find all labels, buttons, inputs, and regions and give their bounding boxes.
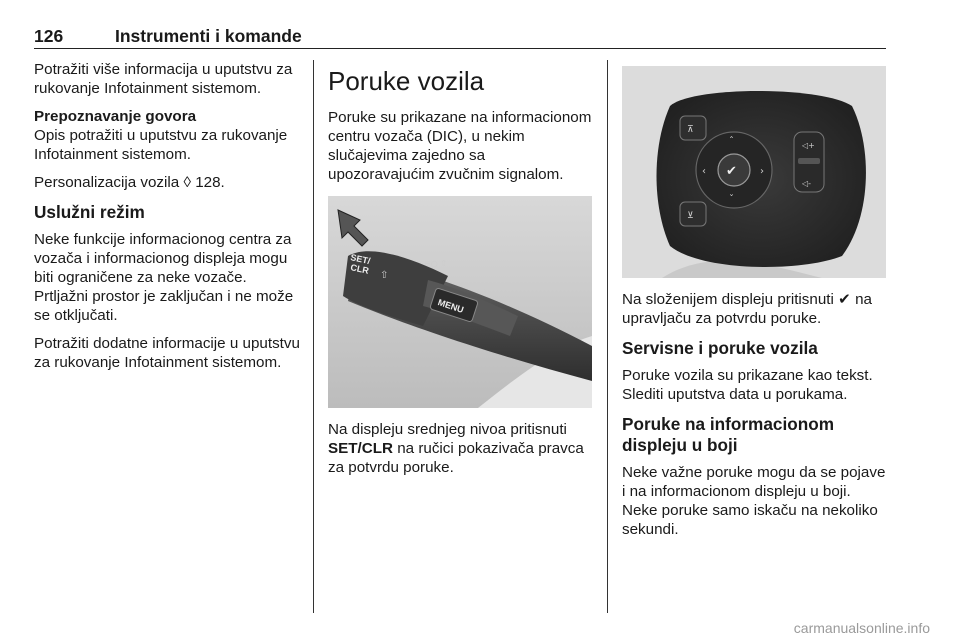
set-label: SET/ xyxy=(349,252,372,267)
column-left xyxy=(34,60,302,381)
page-reference[interactable]: 128. xyxy=(195,174,225,191)
personalization-text: Personalizacija vozila xyxy=(34,174,180,191)
figure-caption xyxy=(328,420,592,477)
figure-caption xyxy=(622,290,890,328)
page-number: 126 xyxy=(34,26,64,46)
voice-recognition-block xyxy=(34,107,302,164)
column-divider xyxy=(607,60,608,613)
chapter-title: Instrumenti i komande xyxy=(115,26,302,46)
checkmark-icon: ✔ xyxy=(838,291,851,308)
personalization-paragraph xyxy=(34,173,302,192)
paragraph: Neke funkcije informacionog centra za vozača i informacionog displeja mogu biti ograničene za neke vozače. Prtljažni prostor je zaključan i ne može se otključati. xyxy=(34,231,294,324)
svg-text:›: › xyxy=(760,166,764,177)
paragraph: Potražiti dodatne informacije u uputstvu za rukovanje Infotainment sistemom. xyxy=(34,335,300,371)
page-header xyxy=(34,24,886,49)
column-middle xyxy=(328,60,592,486)
caption-text: Na displeju srednjeg nivoa pritisnuti xyxy=(328,421,567,438)
paragraph: Potražiti više informacija u uputstvu za rukovanje Infotainment sistemom. xyxy=(34,61,293,97)
section-heading-vehicle-messages: Poruke vozila xyxy=(328,66,485,96)
svg-text:⊼: ⊼ xyxy=(687,125,694,135)
section-heading-service-messages: Servisne i poruke vozila xyxy=(622,338,818,358)
column-right xyxy=(622,60,890,548)
svg-text:‹: ‹ xyxy=(702,166,706,177)
column-divider xyxy=(313,60,314,613)
caption-text: na upravljaču za potvrdu poruke. xyxy=(622,291,872,327)
svg-text:≡○ ⇧: ≡○ ⇧ xyxy=(424,259,447,268)
turn-signal-stalk-illustration xyxy=(328,196,592,408)
reference-arrow-icon: ◊ xyxy=(183,174,191,191)
paragraph: Poruke vozila su prikazane kao tekst. Slediti uputstva data u porukama. xyxy=(622,367,873,403)
paragraph: Neke važne poruke mogu da se pojave i na informacionom displeju u boji. Neke poruke samo iskaču na nekoliko sekundi. xyxy=(622,464,886,538)
svg-text:⊻: ⊻ xyxy=(687,211,694,221)
svg-text:◁+: ◁+ xyxy=(802,141,815,150)
watermark-text: carmanualsonline.info xyxy=(793,620,930,636)
paragraph: Poruke su prikazane na informacionom centru vozača (DIC), u nekim slučajevima zajedno sa upozoravajućim zvučnim signalom. xyxy=(328,109,592,183)
caption-text: na ručici pokazivača pravca za potvrdu poruke. xyxy=(328,440,584,476)
menu-button-label: MENU xyxy=(436,297,465,315)
svg-text:⇦ ↻: ⇦ ↻ xyxy=(478,285,494,294)
section-heading-service-mode: Uslužni režim xyxy=(34,202,145,222)
clr-label: CLR xyxy=(349,262,370,276)
section-heading-color-display: Poruke na informacionom displeju u boji xyxy=(622,414,835,455)
caption-text: Na složenijem displeju pritisnuti xyxy=(622,291,834,308)
paragraph: Opis potražiti u uputstvu za rukovanje Infotainment sistemom. xyxy=(34,127,288,163)
steering-wheel-controls-illustration xyxy=(622,66,886,278)
set-clr-key-label: SET/CLR xyxy=(328,440,393,457)
svg-text:ˆ: ˆ xyxy=(729,136,734,147)
subheading-voice: Prepoznavanje govora xyxy=(34,108,197,125)
svg-text:◁-: ◁- xyxy=(802,179,812,188)
svg-text:ˇ: ˇ xyxy=(729,194,734,205)
confirm-check-icon: ✔ xyxy=(726,164,737,179)
svg-text:⇧: ⇧ xyxy=(380,270,389,281)
